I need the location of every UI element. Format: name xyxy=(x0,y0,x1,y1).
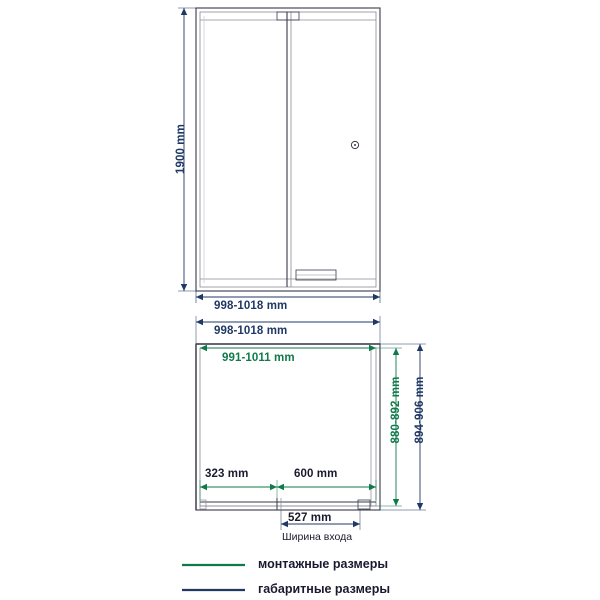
plan-top-inner-dimension xyxy=(200,345,376,351)
legend-item-mounting-label: монтажные размеры xyxy=(258,557,389,571)
front-elevation-group xyxy=(196,8,380,291)
front-height-label: 1900 mm xyxy=(175,124,187,174)
plan-top-inner-label: 991-1011 mm xyxy=(222,352,295,364)
plan-segment-right-dimension xyxy=(277,480,376,500)
plan-right-outer-label: 894-906 mm xyxy=(414,376,426,444)
legend-item-overall-label: габаритные размеры xyxy=(258,582,391,596)
front-width-label: 998-1018 mm xyxy=(214,300,288,312)
plan-top-outer-label: 998-1018 mm xyxy=(214,325,288,337)
plan-segment-left-label: 323 mm xyxy=(205,468,249,480)
plan-view-group xyxy=(196,344,380,510)
legend-swatches xyxy=(182,565,245,590)
plan-entry-caption: Ширина входа xyxy=(282,531,353,543)
plan-segment-left-dimension xyxy=(200,480,277,500)
plan-segment-right-label: 600 mm xyxy=(294,468,338,480)
plan-entry-width-label: 527 mm xyxy=(288,512,332,524)
plan-right-inner-label: 880-892 mm xyxy=(390,376,402,444)
